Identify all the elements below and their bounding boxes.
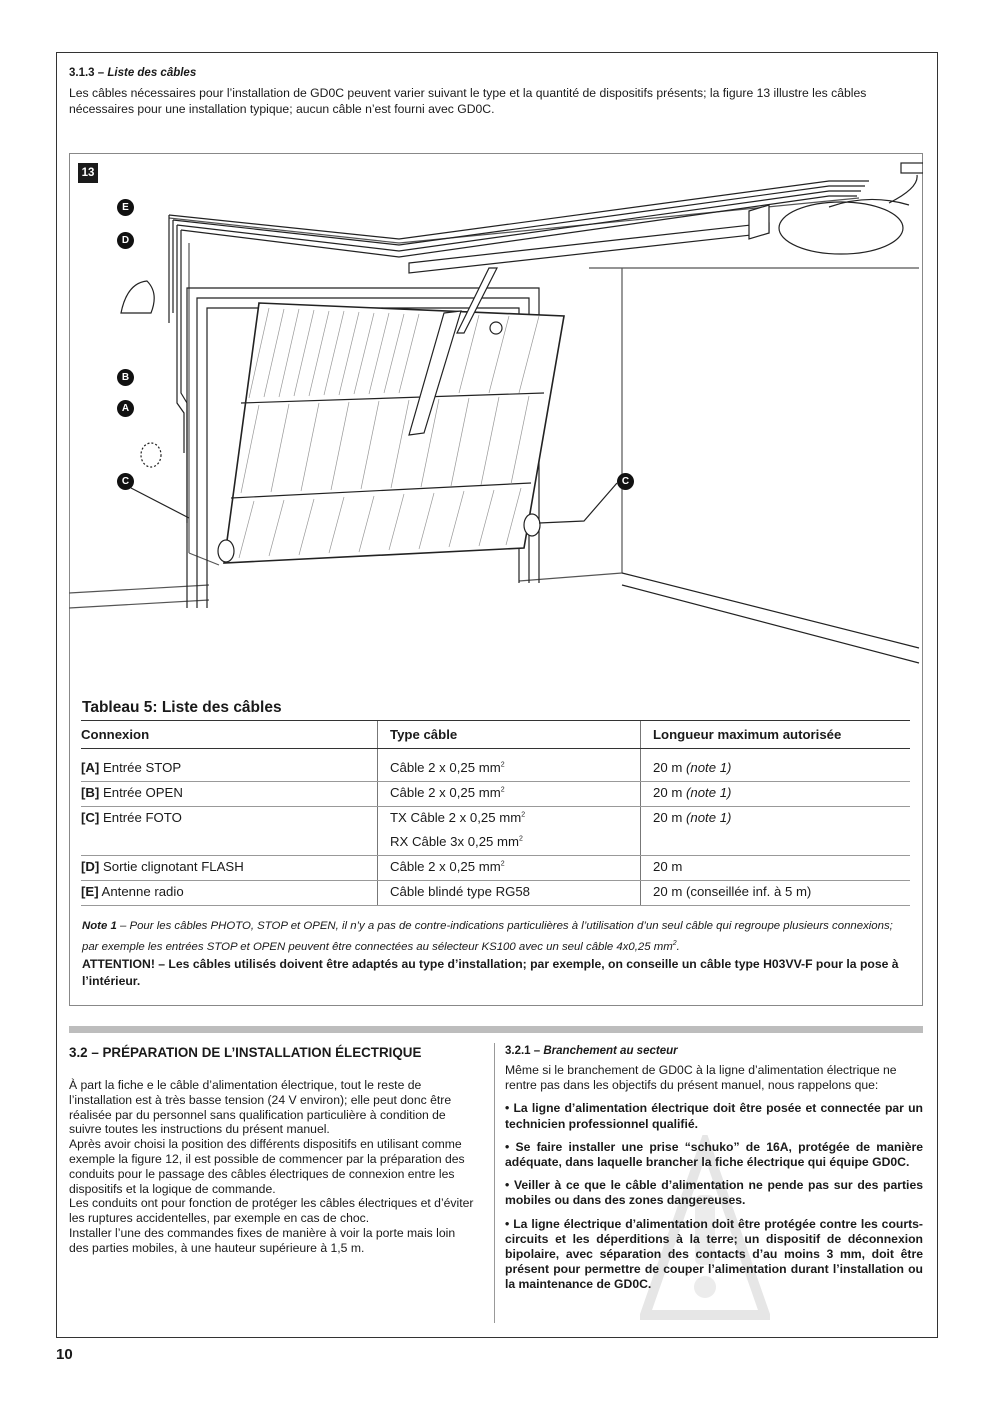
header-type-cable: Type câble bbox=[378, 721, 641, 749]
callout-c-right: C bbox=[617, 473, 634, 490]
row-unit-sup: 2 bbox=[500, 860, 505, 868]
row-code: [D] bbox=[81, 859, 100, 874]
row-length: 20 m bbox=[653, 810, 686, 825]
garage-door-illustration bbox=[69, 153, 923, 693]
section-321-heading bbox=[505, 1045, 923, 1057]
row-length: 20 m bbox=[653, 785, 686, 800]
row-cable: Câble 2 x 0,25 mm bbox=[390, 859, 501, 874]
section-321-bullet: • La ligne électrique d’alimentation doit être protégée contre les courts-circuits et les déperditions à la terre; un dispositif de déconnexion bipolaire, avec séparation des contacts d’au moins 3 mm, doit être présent pour permettre de couper l’alimentation durant l’installation ou la maintenance de GD0C. bbox=[505, 1216, 923, 1292]
row-cable: RX Câble 3x 0,25 mm bbox=[390, 834, 519, 849]
row-length-note: (note 1) bbox=[685, 810, 732, 825]
section-321-number: 3.2.1 – bbox=[505, 1045, 544, 1057]
row-name: Entrée OPEN bbox=[99, 785, 183, 800]
row-cable: Câble 2 x 0,25 mm bbox=[390, 785, 501, 800]
section-divider bbox=[69, 1026, 923, 1033]
table-header-row bbox=[81, 721, 910, 749]
section-321-title: Branchement au secteur bbox=[543, 1045, 678, 1057]
row-code: [B] bbox=[81, 785, 100, 800]
row-length-note: (note 1) bbox=[685, 785, 732, 800]
table-row bbox=[81, 757, 910, 782]
section-313-intro: Les câbles nécessaires pour l’installation de GD0C peuvent varier suivant le type et la quantité de dispositifs présents; la figure 13 illustre les câbles nécessaires pour une installation typique; aucun câble n’est fourni avec GD0C. bbox=[69, 86, 867, 116]
cable-table bbox=[81, 720, 910, 906]
header-longueur: Longueur maximum autorisée bbox=[641, 721, 911, 749]
header-connexion: Connexion bbox=[81, 721, 378, 749]
callout-a: A bbox=[117, 400, 134, 417]
row-length-note: (note 1) bbox=[685, 760, 732, 775]
row-name: Antenne radio bbox=[98, 884, 184, 899]
section-321 bbox=[505, 1045, 923, 1301]
section-32-paragraph: Après avoir choisi la position des différents dispositifs en utilisant comme exemple la figure 12, il est possible de commencer par la préparation des conduits pour le passage des câbles électriques de connexion entre les dispositifs et la logique de commande. bbox=[69, 1137, 465, 1196]
row-length: 20 m bbox=[653, 859, 683, 874]
section-313-heading bbox=[69, 67, 196, 79]
section-32-paragraph: Installer l’une des commandes fixes de manière à voir la porte mais loin des parties mobiles, à une hauteur supérieure à 1,5 m. bbox=[69, 1225, 456, 1255]
page-number: 10 bbox=[56, 1346, 73, 1363]
row-code: [A] bbox=[81, 760, 100, 775]
section-32 bbox=[69, 1045, 477, 1256]
row-name: Entrée STOP bbox=[99, 760, 182, 775]
row-name: Sortie clignotant FLASH bbox=[99, 859, 244, 874]
row-length: 20 m (conseillée inf. à 5 m) bbox=[653, 884, 812, 899]
section-32-paragraph: À part la fiche e le câble d’alimentation électrique, tout le reste de l’installation est à très basse tension (24 V environ); elle peut donc être réalisée par du personnel sans qualification particulière à condition de suivre toutes les instructions du présent manuel. bbox=[69, 1078, 452, 1137]
section-313-title: Liste des câbles bbox=[107, 67, 197, 79]
section-321-bullet: • La ligne d’alimentation électrique doit être posée et connectée par un technicien professionnel qualifié. bbox=[505, 1101, 923, 1131]
section-321-intro: Même si le branchement de GD0C à la ligne d’alimentation électrique ne rentre pas dans les objectifs du présent manuel, nous rappelons que: bbox=[505, 1063, 897, 1093]
section-32-title: 3.2 – PRÉPARATION DE L’INSTALLATION ÉLECTRIQUE bbox=[69, 1045, 422, 1060]
section-313-number: 3.1.3 – bbox=[69, 67, 108, 79]
table-title: Tableau 5: Liste des câbles bbox=[82, 699, 282, 716]
row-unit-sup: 2 bbox=[500, 761, 505, 769]
callout-d: D bbox=[117, 232, 134, 249]
note-1-label: Note 1 bbox=[82, 920, 117, 932]
callout-c-left: C bbox=[117, 473, 134, 490]
figure-number: 13 bbox=[78, 163, 98, 183]
section-32-paragraph: Les conduits ont pour fonction de protéger les câbles électriques et d’éviter les ruptures accidentelles, par exemple en cas de choc. bbox=[69, 1196, 474, 1226]
row-cable: TX Câble 2 x 0,25 mm bbox=[390, 810, 522, 825]
note-1-sup: 2 bbox=[672, 940, 677, 947]
callout-e: E bbox=[117, 199, 134, 216]
note-1 bbox=[82, 918, 912, 956]
row-cable: Câble 2 x 0,25 mm bbox=[390, 760, 501, 775]
callout-b: B bbox=[117, 369, 134, 386]
row-name: Entrée FOTO bbox=[99, 810, 182, 825]
row-unit-sup: 2 bbox=[521, 811, 526, 819]
row-unit-sup: 2 bbox=[519, 835, 523, 843]
column-separator bbox=[494, 1043, 495, 1323]
table-row bbox=[81, 782, 910, 807]
table-row bbox=[81, 807, 910, 832]
section-321-bullet: • Se faire installer une prise “schuko” de 16A, protégée de manière adéquate, dans laquelle brancher la fiche électrique qui équipe GD0C. bbox=[505, 1139, 923, 1170]
attention-text: ATTENTION! – Les câbles utilisés doivent être adaptés au type d’installation; par exemple, on conseille un câble type H03VV-F pour la pose à l’intérieur. bbox=[82, 957, 899, 988]
table-row bbox=[81, 881, 910, 906]
row-cable: Câble blindé type RG58 bbox=[390, 884, 531, 899]
table-row bbox=[81, 831, 910, 856]
note-1-end: . bbox=[676, 940, 680, 953]
row-code: [E] bbox=[81, 884, 99, 899]
row-length: 20 m bbox=[653, 760, 686, 775]
table-row bbox=[81, 856, 910, 881]
row-code: [C] bbox=[81, 810, 100, 825]
note-1-text: – Pour les câbles PHOTO, STOP et OPEN, il n’y a pas de contre-indications particulières à l’utilisation d’un seul câble qui regroupe plusieurs connexions; par exemple les entrées STOP et OPEN peuvent être connectées au sélecteur KS100 avec un seul câble 4x0,25 mm bbox=[82, 920, 893, 953]
row-unit-sup: 2 bbox=[500, 786, 505, 794]
section-321-bullet: • Veiller à ce que le câble d’alimentation ne pende pas sur des parties mobiles ou dans des zones dangereuses. bbox=[505, 1178, 923, 1208]
